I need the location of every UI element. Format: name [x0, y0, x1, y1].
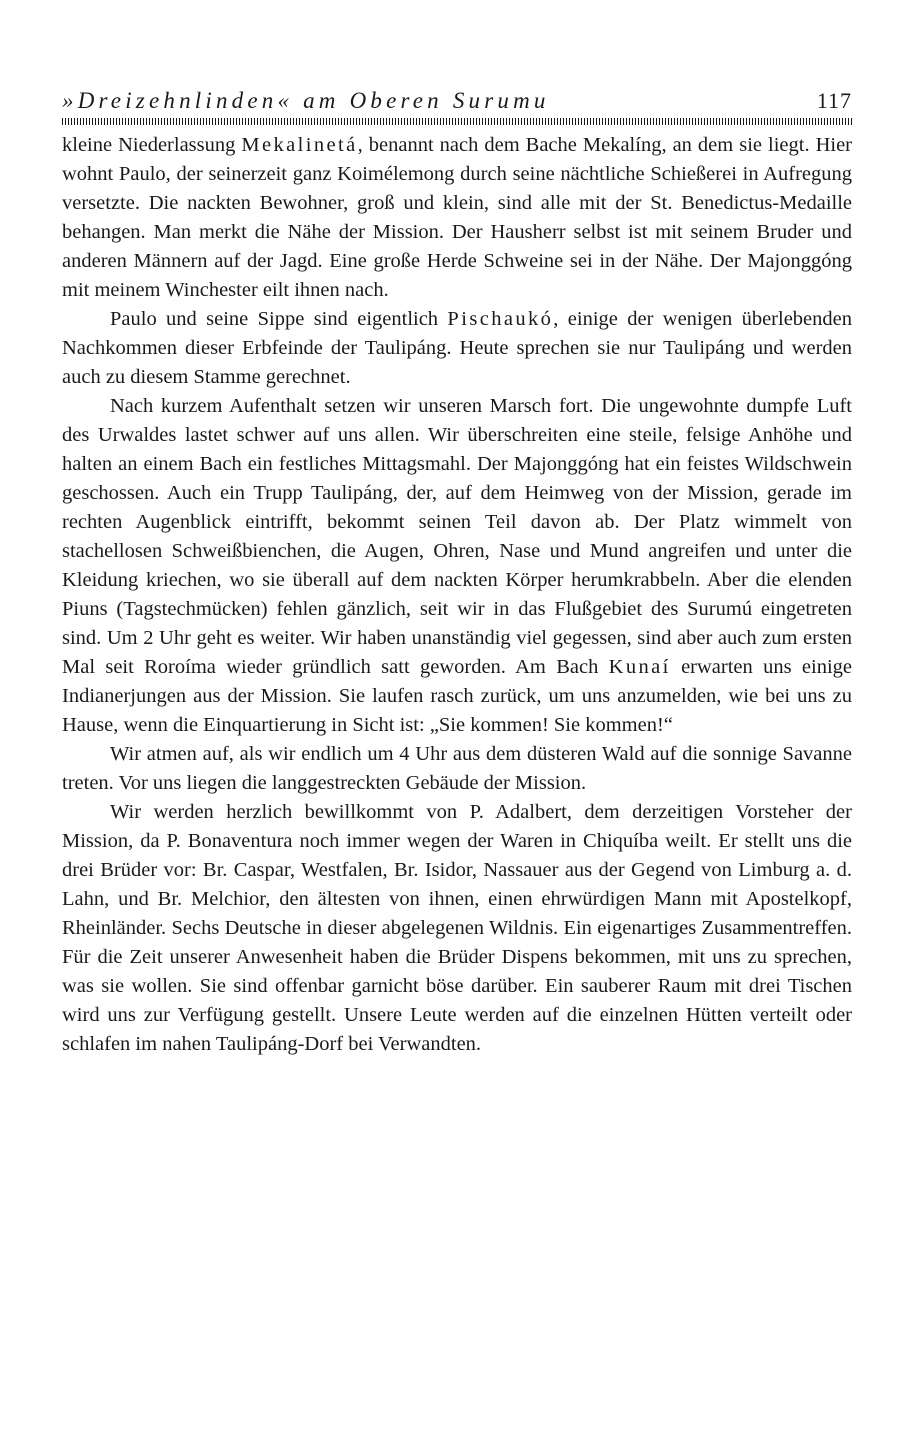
- paragraph-2: [62, 305, 852, 392]
- paragraph-1-text-b: , benannt nach dem Bache Mekalíng, an dem sie liegt. Hier wohnt Paulo, der seinerzeit ganz Koimélemong durch seine nächtliche Schießerei in Aufregung versetzte. Die nackten Bewohner, groß und klein, sind alle mit der St. Benedictus-Medaille behangen. Man merkt die Nähe der Mission. Der Hausherr selbst ist mit seinem Bruder und anderen Männern auf der Jagd. Eine große Herde Schweine sei in der Nähe. Der Majonggóng mit meinem Winchester eilt ihnen nach.: [62, 134, 852, 301]
- page-number: 117: [816, 88, 852, 113]
- book-page: [62, 88, 852, 1059]
- paragraph-4-text: Wir atmen auf, als wir endlich um 4 Uhr aus dem düsteren Wald auf die sonnige Savanne treten. Vor uns liegen die langgestreckten Gebäude der Mission.: [62, 743, 852, 794]
- paragraph-5: [62, 798, 852, 1059]
- paragraph-1-text-a: kleine Niederlassung: [62, 134, 242, 156]
- page-header: [62, 88, 852, 116]
- paragraph-2-text-a: Paulo und seine Sippe sind eigentlich: [110, 308, 448, 330]
- place-name-mekalineta: Mekalinetá: [241, 134, 358, 156]
- header-rule: [62, 118, 852, 125]
- paragraph-3: [62, 392, 852, 740]
- paragraph-2-text-b: , einige der wenigen überlebenden Nachkommen dieser Erbfeinde der Taulipáng. Heute sprechen sie nur Taulipáng und werden auch zu diesem Stamme gerechnet.: [62, 308, 852, 388]
- running-title: »Dreizehnlinden« am Oberen Surumu: [62, 88, 550, 113]
- paragraph-4: [62, 740, 852, 798]
- paragraph-3-text-a: Nach kurzem Aufenthalt setzen wir unseren Marsch fort. Die ungewohnte dumpfe Luft des Urwaldes lastet schwer auf uns allen. Wir überschreiten eine steile, felsige Anhöhe und halten an einem Bach ein festliches Mittagsmahl. Der Majonggóng hat ein feistes Wildschwein geschossen. Auch ein Trupp Taulipáng, der, auf dem Heimweg von der Mission, gerade im rechten Augenblick eintrifft, bekommt seinen Teil davon ab. Der Platz wimmelt von stachellosen Schweißbienchen, die Augen, Ohren, Nase und Mund angreifen und unter die Kleidung kriechen, wo sie überall auf dem nackten Körper herumkrabbeln. Aber die elenden Piuns (Tagstechmücken) fehlen gänzlich, seit wir in das Flußgebiet des Surumú eingetreten sind. Um 2 Uhr geht es weiter. Wir haben unanständig viel gegessen, sind aber auch zum ersten Mal seit Roroíma wieder gründlich satt geworden. Am Bach: [62, 395, 852, 678]
- paragraph-5-text: Wir werden herzlich bewillkommt von P. Adalbert, dem derzeitigen Vorsteher der Mission, da P. Bonaventura noch immer wegen der Waren in Chiquíba weilt. Er stellt uns die drei Brüder vor: Br. Caspar, Westfalen, Br. Isidor, Nassauer aus der Gegend von Limburg a. d. Lahn, und Br. Melchior, den ältesten von ihnen, einen ehrwürdigen Mann mit Apostelkopf, Rheinländer. Sechs Deutsche in dieser abgelegenen Wildnis. Ein eigenartiges Zusammentreffen. Für die Zeit unserer Anwesenheit haben die Brüder Dispens bekommen, mit uns zu sprechen, was sie wollen. Sie sind offenbar garnicht böse darüber. Ein sauberer Raum mit drei Tischen wird uns zur Verfügung gestellt. Unsere Leute werden auf die einzelnen Hütten verteilt oder schlafen im nahen Taulipáng-Dorf bei Verwandten.: [62, 801, 852, 1055]
- paragraph-1: [62, 131, 852, 305]
- place-name-kunai: Kunaí: [608, 656, 671, 678]
- tribe-name-pischauko: Pischaukó: [447, 308, 554, 330]
- body-text: [62, 131, 852, 1059]
- paragraph-3-text-b: erwarten uns einige Indianerjungen aus der Mission. Sie laufen rasch zurück, um uns anzumelden, wie bei uns zu Hause, wenn die Einquartierung in Sicht ist: „Sie kommen! Sie kommen!“: [62, 656, 852, 736]
